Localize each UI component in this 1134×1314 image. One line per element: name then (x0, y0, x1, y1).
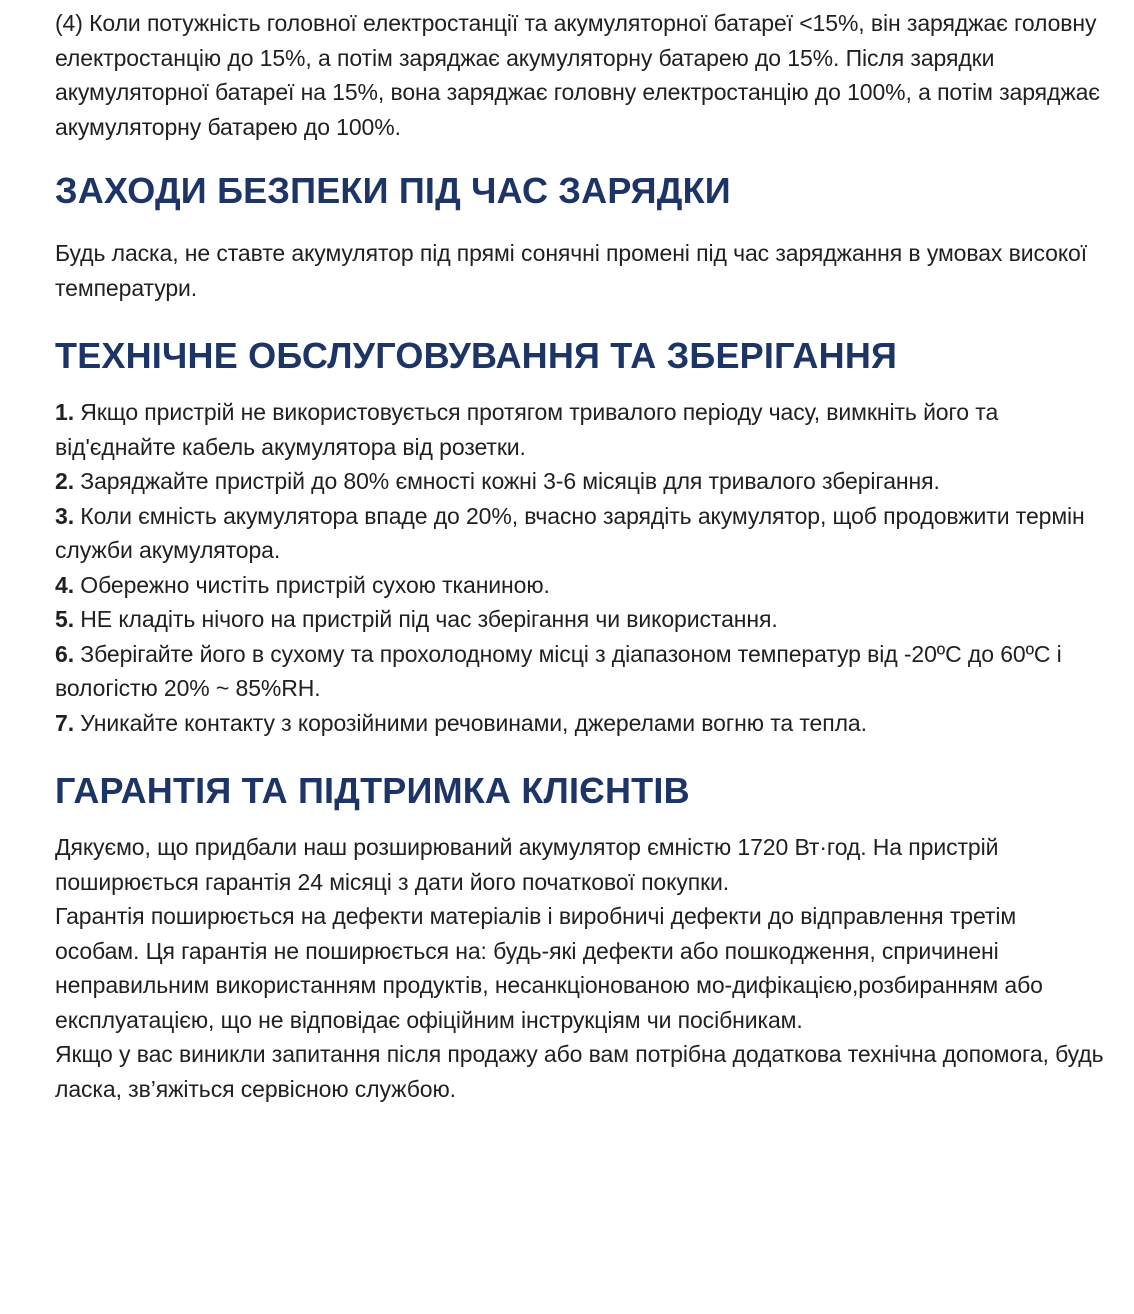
item-number: 7. (55, 709, 74, 736)
item-number: 6. (55, 640, 74, 667)
item-number: 2. (55, 468, 74, 494)
item-text: Заряджайте пристрій до 80% ємності кожні 3-6 місяців для тривалого зберігання. (80, 468, 940, 494)
item-text: Зберігайте його в сухому та прохолодному місці з діапазоном температур від -20ºC до 60ºC і вологістю 20% ~ 85%RH. (55, 640, 1062, 701)
safety-paragraph: Будь ласка, не ставте акумулятор під прямі сонячні промені під час заряджання в умовах високої температури. (55, 240, 1088, 301)
item-number: 1. (55, 399, 74, 425)
item-number: 4. (55, 571, 74, 598)
item-number: 5. (55, 606, 74, 632)
item-number: 3. (55, 502, 74, 529)
warranty-paragraph-1: Дякуємо, що придбали наш розширюваний акумулятор ємністю 1720 Вт·год. На пристрій поширюється гарантія 24 місяці з дати його початкової покупки. (55, 834, 999, 895)
intro-paragraph: (4) Коли потужність головної електростанції та акумуляторної батареї <15%, він заряджає головну електростанцію до 15%, а потім заряджає акумуляторну батарею до 15%. Після зарядки акумуляторної батареї на 15%, вона заряджає головну електростанцію до 100%, а потім заряджає акумуляторну батарею до 100%. (55, 10, 1100, 140)
list-item (55, 568, 1105, 603)
item-text: Уникайте контакту з корозійними речовинами, джерелами вогню та тепла. (80, 709, 867, 736)
list-item (55, 602, 1105, 637)
maintenance-list (55, 395, 1105, 740)
list-item (55, 395, 1105, 464)
item-text: Якщо пристрій не використовується протягом тривалого періоду часу, вимкніть його та від'єднайте кабель акумулятора від розетки. (55, 399, 999, 460)
maintenance-heading: ТЕХНІЧНЕ ОБСЛУГОВУВАННЯ ТА ЗБЕРІГАННЯ (55, 335, 898, 376)
list-item (55, 464, 1105, 499)
safety-heading: ЗАХОДИ БЕЗПЕКИ ПІД ЧАС ЗАРЯДКИ (55, 170, 731, 211)
item-text: НЕ кладіть нічого на пристрій під час зберігання чи використання. (80, 606, 778, 632)
warranty-paragraph-3: Якщо у вас виникли запитання після продажу або вам потрібна додаткова технічна допомога, будь ласка, зв’яжіться сервісною службою. (55, 1041, 1104, 1102)
list-item (55, 706, 1105, 741)
document-page (55, 6, 1105, 1106)
item-text: Обережно чистіть пристрій сухою тканиною. (80, 571, 550, 598)
list-item (55, 637, 1105, 706)
warranty-paragraph-2: Гарантія поширюється на дефекти матеріалів і виробничі дефекти до відправлення третім особам. Ця гарантія не поширюється на: будь-які дефекти або пошкодження, спричинені неправильним використанням продуктів, несанкціонованою мо-дифікацією,розбиранням або експлуатацією, що не відповідає офіційним інструкціям чи посібникам. (55, 903, 1043, 1033)
list-item (55, 499, 1105, 568)
warranty-heading: ГАРАНТІЯ ТА ПІДТРИМКА КЛІЄНТІВ (55, 770, 690, 811)
item-text: Коли ємність акумулятора впаде до 20%, вчасно зарядіть акумулятор, щоб продовжити термін служби акумулятора. (55, 502, 1085, 563)
